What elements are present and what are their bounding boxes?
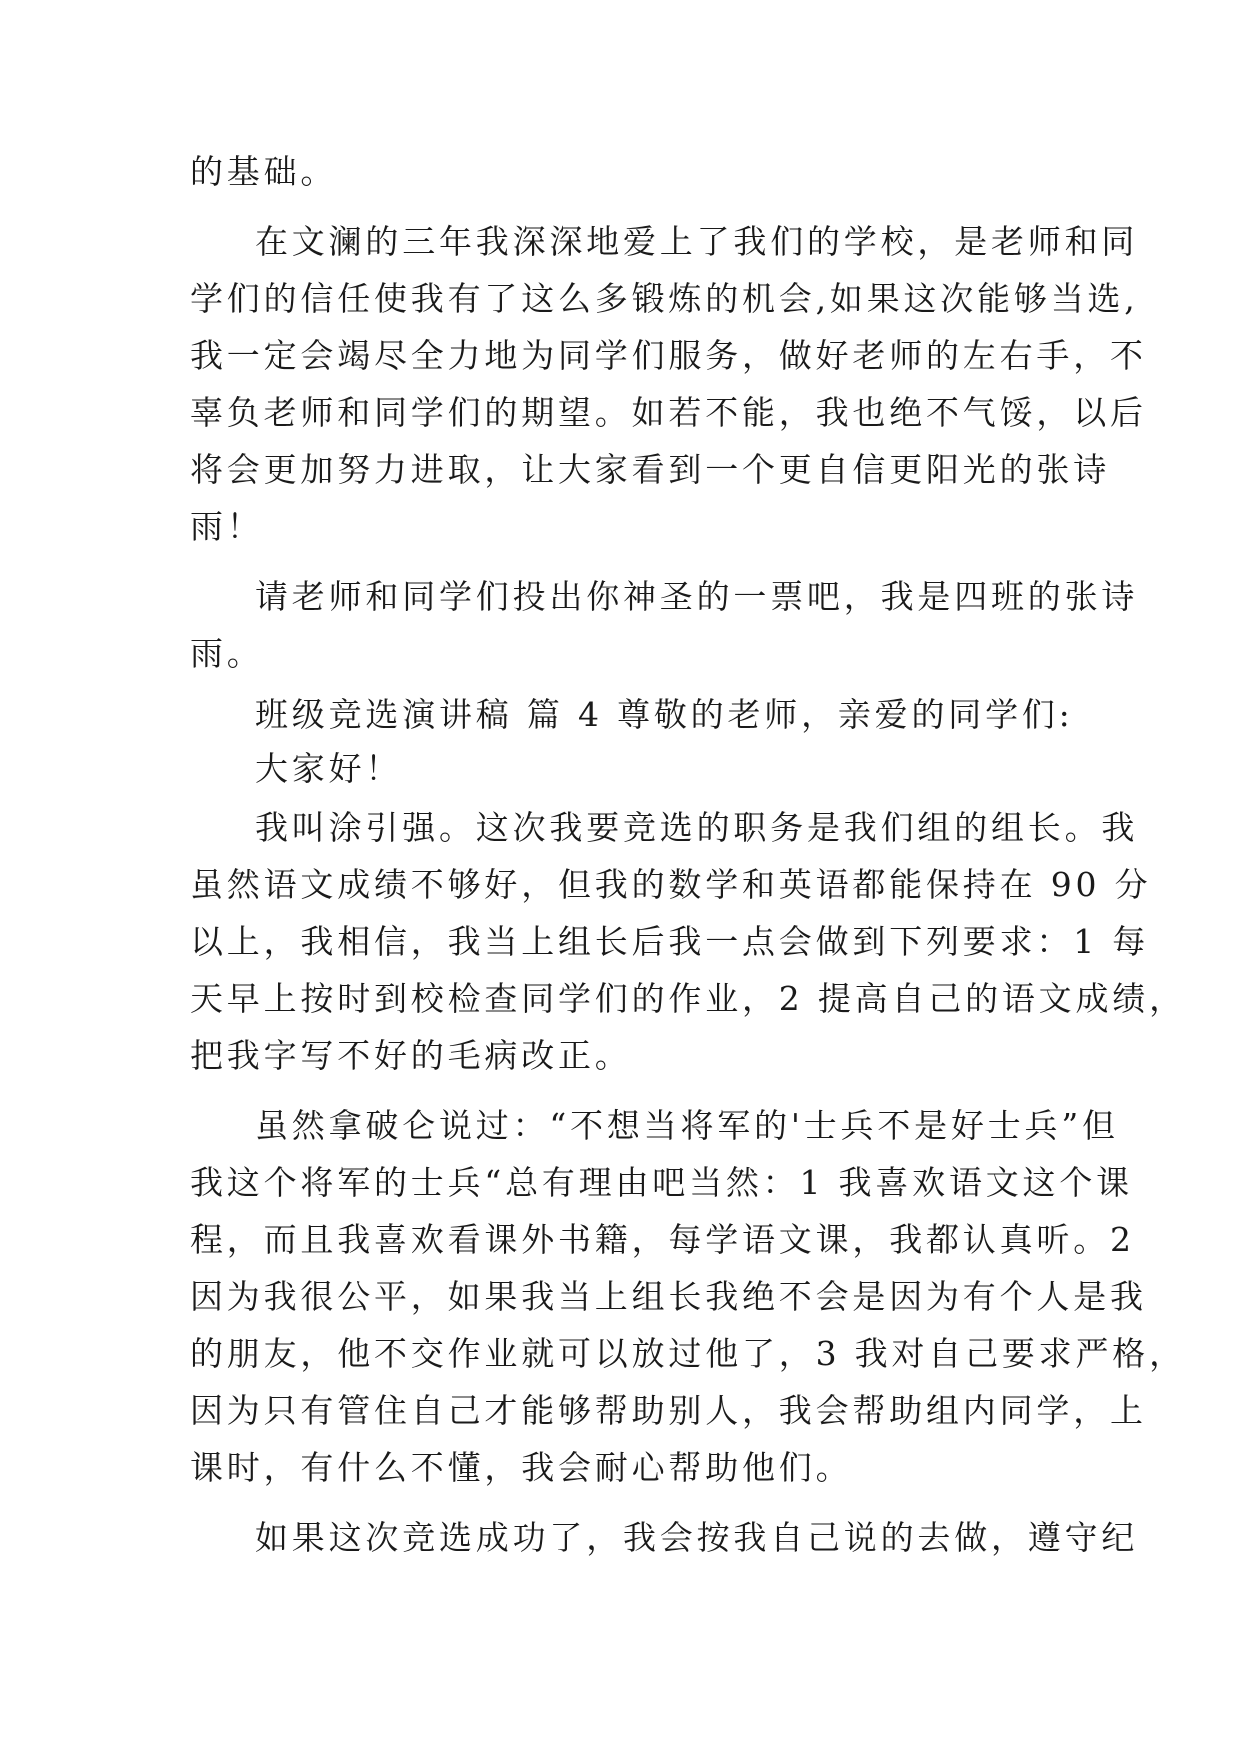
text-line: 学们的信任使我有了这么多锻炼的机会,如果这次能够当选, <box>190 279 1139 318</box>
paragraph-first-line: 虽然拿破仑说过：“不想当将军的'士兵不是好士兵”但 <box>255 1106 1119 1145</box>
greeting-line: 大家好！ <box>255 749 403 788</box>
text-line: 课时，有什么不懂，我会耐心帮助他们。 <box>190 1448 853 1487</box>
text-line: 天早上按时到校检查同学们的作业，2 提高自己的语文成绩， <box>190 979 1186 1018</box>
paragraph-first-line: 在文澜的三年我深深地爱上了我们的学校，是老师和同 <box>255 222 1139 261</box>
text-line: 我这个将军的士兵“总有理由吧当然：1 我喜欢语文这个课 <box>190 1163 1133 1202</box>
text-line: 的基础。 <box>190 152 338 191</box>
text-line: 的朋友，他不交作业就可以放过他了，3 我对自己要求严格， <box>190 1334 1186 1373</box>
section-heading: 班级竞选演讲稿 篇 4 尊敬的老师，亲爱的同学们: <box>255 695 1074 734</box>
text-line: 雨。 <box>190 634 264 673</box>
text-line: 雨！ <box>190 507 264 546</box>
text-line: 辜负老师和同学们的期望。如若不能，我也绝不气馁，以后 <box>190 393 1147 432</box>
text-line: 将会更加努力进取，让大家看到一个更自信更阳光的张诗 <box>190 450 1110 489</box>
text-line: 程，而且我喜欢看课外书籍，每学语文课，我都认真听。2 <box>190 1220 1135 1259</box>
text-line: 因为我很公平，如果我当上组长我绝不会是因为有个人是我 <box>190 1277 1147 1316</box>
paragraph-first-line: 请老师和同学们投出你神圣的一票吧，我是四班的张诗 <box>255 577 1139 616</box>
text-line: 虽然语文成绩不够好，但我的数学和英语都能保持在 90 分 <box>190 865 1152 904</box>
text-line: 我一定会竭尽全力地为同学们服务，做好老师的左右手，不 <box>190 336 1147 375</box>
text-line: 因为只有管住自己才能够帮助别人，我会帮助组内同学，上 <box>190 1391 1147 1430</box>
paragraph-first-line: 如果这次竞选成功了，我会按我自己说的去做，遵守纪 <box>255 1518 1139 1557</box>
text-line: 以上，我相信，我当上组长后我一点会做到下列要求：1 每 <box>190 922 1150 961</box>
paragraph-first-line: 我叫涂引强。这次我要竞选的职务是我们组的组长。我 <box>255 808 1139 847</box>
text-line: 把我字写不好的毛病改正。 <box>190 1036 632 1075</box>
